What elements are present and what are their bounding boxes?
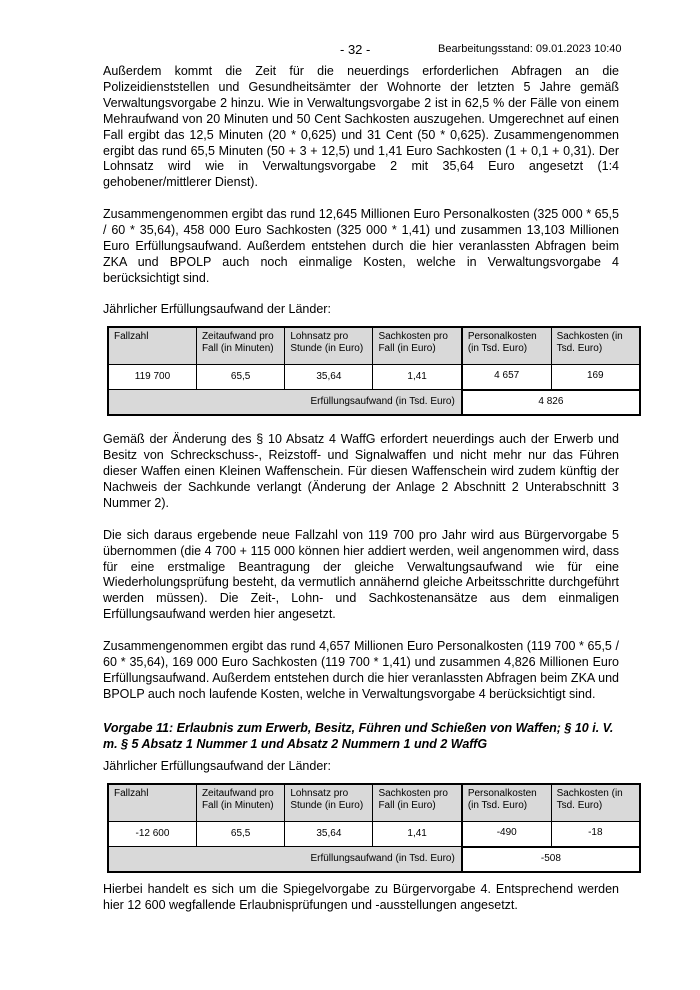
total-value: 4 826 xyxy=(462,390,640,416)
cost-table-2 xyxy=(107,783,641,874)
table-cell: -18 xyxy=(551,821,640,847)
column-header: Lohnsatz pro Stunde (in Euro) xyxy=(285,327,373,365)
column-header: Sachkosten (in Tsd. Euro) xyxy=(551,784,640,822)
total-value: -508 xyxy=(462,847,640,873)
total-label: Erfüllungsaufwand (in Tsd. Euro) xyxy=(108,390,462,416)
paragraph: Zusammengenommen ergibt das rund 12,645 Millionen Euro Personalkosten (325 000 * 65,5 / 60 * 35,64), 458 000 Euro Sachkosten (325 000 * 1,41) und zusammen 13,103 Millionen Euro Erfüllungsaufwand. Außerdem entstehen durch die hier veranlassten Abfragen beim ZKA und BPOLP auch noch einmalige Kosten, welche in Verwaltungsvorgabe 4 berücksichtigt sind. xyxy=(103,207,619,285)
table-caption: Jährlicher Erfüllungsaufwand der Länder: xyxy=(103,758,331,773)
column-header: Sachkosten (in Tsd. Euro) xyxy=(551,327,640,365)
table-cell: 4 657 xyxy=(462,364,551,390)
column-header: Personalkosten (in Tsd. Euro) xyxy=(462,784,551,822)
table-cell: 35,64 xyxy=(285,821,373,847)
column-header: Lohnsatz pro Stunde (in Euro) xyxy=(285,784,373,822)
table-cell: 169 xyxy=(551,364,640,390)
document-body xyxy=(103,64,623,914)
table-cell: 65,5 xyxy=(196,364,284,390)
table-cell: 1,41 xyxy=(373,821,462,847)
paragraph: Gemäß der Änderung des § 10 Absatz 4 WaffG erfordert neuerdings auch der Erwerb und Besitz von Schreckschuss-, Reizstoff- und Signalwaffen und nicht mehr nur das Führen dieser Waffen einen Kleinen Waffenschein. Für diesen Waffenschein wird zudem künftig der Nachweis der Sachkunde verlangt (Änderung der Anlage 2 Abschnitt 2 Unterabschnitt 3 Nummer 2). xyxy=(103,432,619,510)
column-header: Zeitaufwand pro Fall (in Minuten) xyxy=(196,327,284,365)
table-caption: Jährlicher Erfüllungsaufwand der Länder: xyxy=(103,301,331,316)
paragraph: Die sich daraus ergebende neue Fallzahl von 119 700 pro Jahr wird aus Bürgervorgabe 5 übernommen (die 4 700 + 115 000 können hier addiert werden, weil angenommen wird, dass für eine erstmalige Beantragung der gleiche Verwaltungsaufwand wie für eine Wiederholungsprüfung besteht, da vermutlich annähernd gleiche Arbeitsschritte durchgeführt werden müssen). Die Zeit-, Lohn- und Sachkostenansätze aus dem einmaligen Erfüllungsaufwand werden hier angesetzt. xyxy=(103,527,619,622)
table-cell: 65,5 xyxy=(196,821,284,847)
column-header: Fallzahl xyxy=(108,327,196,365)
table-cell: -490 xyxy=(462,821,551,847)
paragraph: Zusammengenommen ergibt das rund 4,657 Millionen Euro Personalkosten (119 700 * 65,5 / 60 * 35,64), 169 000 Euro Sachkosten (119 700 * 1,41) und zusammen 4,826 Millionen Euro Erfüllungsaufwand. Außerdem entstehen durch die hier veranlassten Abfragen beim ZKA und BPOLP auch noch laufende Kosten, welche in Verwaltungsvorgabe 4 berücksichtigt sind. xyxy=(103,639,619,701)
column-header: Sachkosten pro Fall (in Euro) xyxy=(373,327,462,365)
column-header: Zeitaufwand pro Fall (in Minuten) xyxy=(196,784,284,822)
total-label: Erfüllungsaufwand (in Tsd. Euro) xyxy=(108,847,462,873)
cost-table-1 xyxy=(107,326,641,417)
column-header: Sachkosten pro Fall (in Euro) xyxy=(373,784,462,822)
page-number: - 32 - xyxy=(340,42,371,57)
table-cell: 35,64 xyxy=(285,364,373,390)
column-header: Personalkosten (in Tsd. Euro) xyxy=(462,327,551,365)
table-cell: 119 700 xyxy=(108,364,196,390)
paragraph: Hierbei handelt es sich um die Spiegelvorgabe zu Bürgervorgabe 4. Entsprechend werden hier 12 600 wegfallende Erlaubnisprüfungen und -ausstellungen angesetzt. xyxy=(103,882,619,912)
table-cell: -12 600 xyxy=(108,821,196,847)
table-cell: 1,41 xyxy=(373,364,462,390)
section-heading: Vorgabe 11: Erlaubnis zum Erwerb, Besitz, Führen und Schießen von Waffen; § 10 i. V. m. § 5 Absatz 1 Nummer 1 und Absatz 2 Nummern 1 und 2 WaffG xyxy=(103,720,614,751)
column-header: Fallzahl xyxy=(108,784,196,822)
edit-status: Bearbeitungsstand: 09.01.2023 10:40 xyxy=(438,43,622,55)
paragraph: Außerdem kommt die Zeit für die neuerdings erforderlichen Abfragen an die Polizeidienststellen und Gesundheitsämter der Wohnorte der letzten 5 Jahre gemäß Verwaltungsvorgabe 2 hinzu. Wie in Verwaltungsvorgabe 2 ist in 62,5 % der Fälle von einem Mehraufwand von 20 Minuten und 50 Cent Sachkosten auszugehen. Umgerechnet auf einen Fall ergibt das 12,5 Minuten (20 * 0,625) und 31 Cent (50 * 0,625). Zusammengenommen ergibt das rund 65,5 Minuten (50 + 3 + 12,5) und 1,41 Euro Sachkosten (1 + 0,1 + 0,31). Der Lohnsatz wird wie in Verwaltungsvorgabe 2 mit 35,64 Euro angesetzt (1:4 gehobener/mittlerer Dienst). xyxy=(103,64,619,190)
